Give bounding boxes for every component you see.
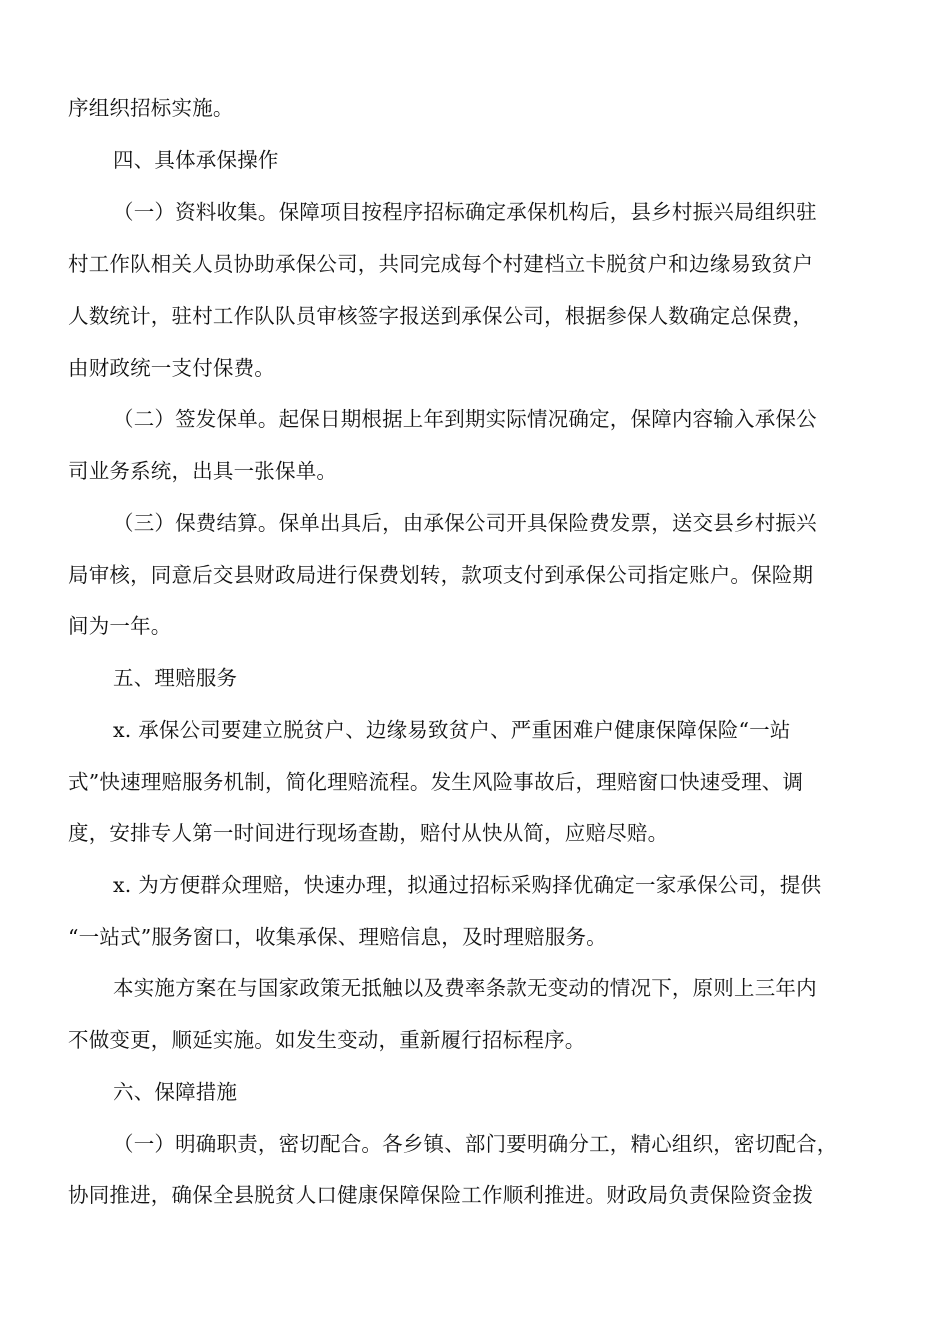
section-heading-4: 四、具体承保操作 xyxy=(113,148,279,172)
text-line-4: 村工作队相关人员协助承保公司，共同完成每个村建档立卡脱贫户和边缘易致贫户 xyxy=(68,252,814,276)
text-line-11: 间为一年。 xyxy=(68,614,172,638)
text-line-16: x. 为方便群众理赔，快速办理，拟通过招标采购择优确定一家承保公司，提供 xyxy=(113,873,822,897)
text-line-9: （三）保费结算。保单出具后，由承保公司开具保险费发票，送交县乡村振兴 xyxy=(113,511,817,535)
text-line-6: 由财政统一支付保费。 xyxy=(68,356,275,380)
text-line-3: （一）资料收集。保障项目按程序招标确定承保机构后，县乡村振兴局组织驻 xyxy=(113,200,817,224)
text-line-14: 式”快速理赔服务机制，简化理赔流程。发生风险事故后，理赔窗口快速受理、调 xyxy=(68,770,804,794)
section-heading-5: 五、理赔服务 xyxy=(113,666,238,690)
text-line-22: 协同推进，确保全县脱贫人口健康保障保险工作顺利推进。财政局负责保险资金拨 xyxy=(68,1183,814,1207)
text-line-21: （一）明确职责，密切配合。各乡镇、部门要明确分工，精心组织，密切配合， xyxy=(113,1132,838,1156)
text-line-15: 度，安排专人第一时间进行现场查勘，赔付从快从简，应赔尽赔。 xyxy=(68,821,669,845)
text-line-1: 序组织招标实施。 xyxy=(68,96,234,120)
text-line-17: “一站式”服务窗口，收集承保、理赔信息，及时理赔服务。 xyxy=(68,925,607,949)
text-line-10: 局审核，同意后交县财政局进行保费划转，款项支付到承保公司指定账户。保险期 xyxy=(68,563,814,587)
text-line-19: 不做变更，顺延实施。如发生变动，重新履行招标程序。 xyxy=(68,1028,586,1052)
text-line-13: x. 承保公司要建立脱贫户、边缘易致贫户、严重困难户健康保障保险“一站 xyxy=(113,718,791,742)
section-heading-6: 六、保障措施 xyxy=(113,1080,238,1104)
text-line-5: 人数统计，驻村工作队队员审核签字报送到承保公司，根据参保人数确定总保费， xyxy=(68,304,814,328)
text-line-8: 司业务系统，出具一张保单。 xyxy=(68,459,338,483)
text-line-18: 本实施方案在与国家政策无抵触以及费率条款无变动的情况下，原则上三年内 xyxy=(113,976,817,1000)
text-line-7: （二）签发保单。起保日期根据上年到期实际情况确定，保障内容输入承保公 xyxy=(113,407,817,431)
